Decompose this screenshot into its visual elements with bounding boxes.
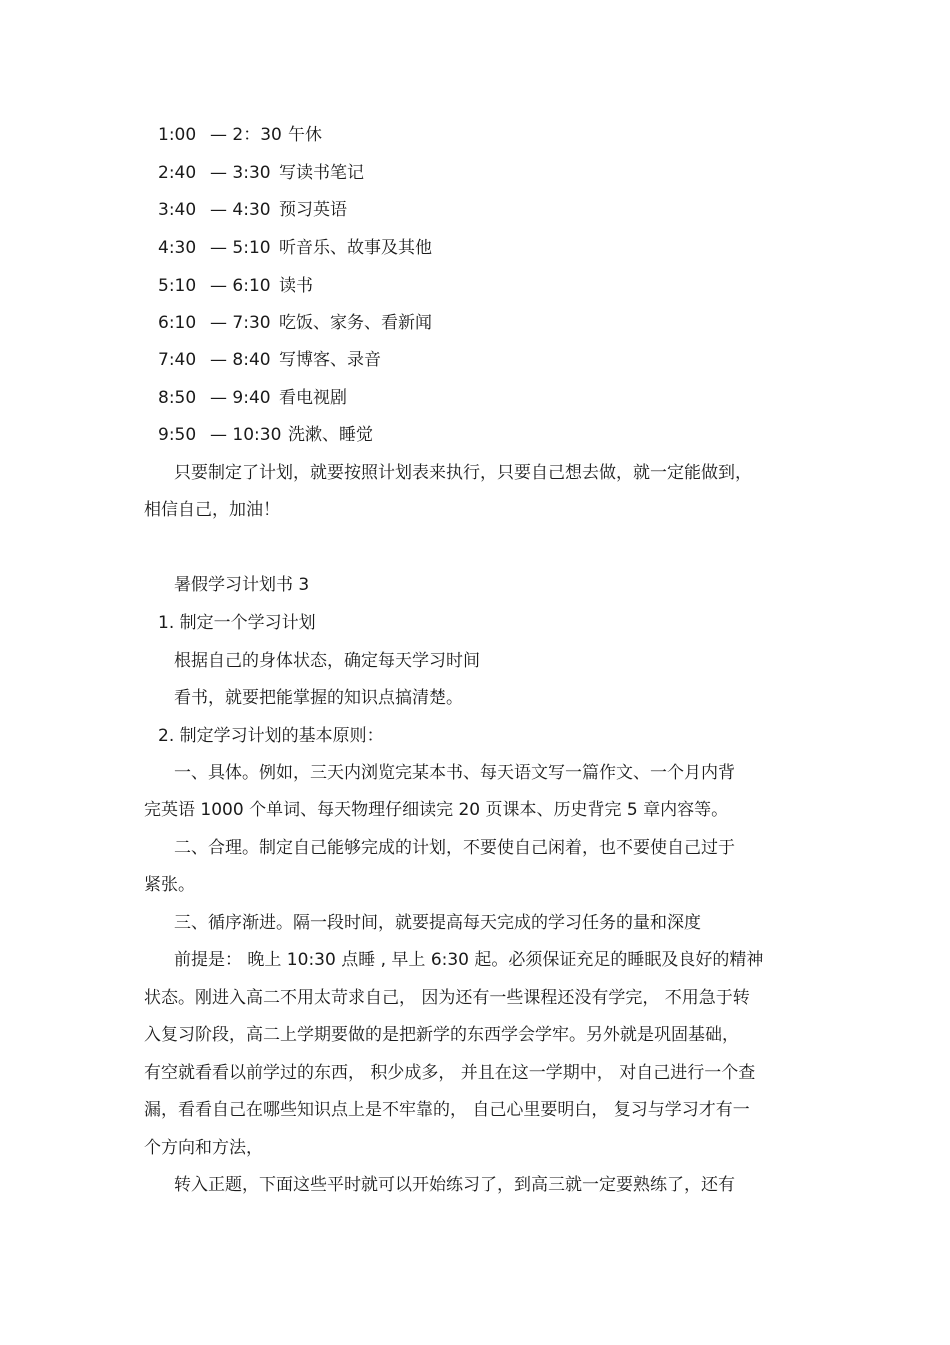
schedule-row [158, 275, 758, 297]
closing-line-2: 相信自己，加油！ [144, 500, 280, 520]
activity: 午休 [288, 125, 322, 145]
schedule-row [158, 199, 758, 221]
activity: 看电视剧 [279, 388, 347, 408]
end-time: — 10:30 [210, 425, 282, 445]
end-time: — 2：30 [210, 125, 282, 145]
schedule-row [158, 349, 758, 371]
end-time: — 5:10 [210, 238, 271, 258]
rule-1-line-1: 一、具体。例如，三天内浏览完某本书、每天语文写一篇作文、一个月内背 [174, 763, 735, 783]
activity: 预习英语 [279, 200, 347, 220]
premise-line-2: 状态。刚进入高二不用太苛求自己， 因为还有一些课程还没有学完， 不用急于转 [144, 988, 750, 1008]
rule-2-line-1: 二、合理。制定自己能够完成的计划，不要使自己闲着，也不要使自己过于 [174, 838, 735, 858]
end-time: — 6:10 [210, 276, 271, 296]
end-time: — 7:30 [210, 313, 271, 333]
premise-line-3: 入复习阶段，高二上学期要做的是把新学的东西学会学牢。另外就是巩固基础， [144, 1025, 739, 1045]
start-time: 5:10 [158, 276, 197, 296]
premise-line-4: 有空就看看以前学过的东西， 积少成多， 并且在这一学期中， 对自己进行一个查 [144, 1063, 756, 1083]
premise-line-6: 个方向和方法， [144, 1138, 263, 1158]
paragraph: 根据自己的身体状态，确定每天学习时间 [174, 651, 480, 671]
list-item-2: 2. 制定学习计划的基本原则： [158, 726, 384, 746]
end-time: — 3:30 [210, 163, 271, 183]
activity: 吃饭、家务、看新闻 [279, 313, 432, 333]
rule-2-line-2: 紧张。 [144, 875, 195, 895]
schedule-row [158, 387, 758, 409]
start-time: 2:40 [158, 163, 197, 183]
schedule-row [158, 312, 758, 334]
schedule-row [158, 124, 758, 146]
paragraph: 看书，就要把能掌握的知识点搞清楚。 [174, 688, 463, 708]
premise-line-5: 漏，看看自己在哪些知识点上是不牢靠的， 自己心里要明白， 复习与学习才有一 [144, 1100, 750, 1120]
last-line: 转入正题，下面这些平时就可以开始练习了，到高三就一定要熟练了，还有 [174, 1175, 735, 1195]
rule-3: 三、循序渐进。隔一段时间，就要提高每天完成的学习任务的量和深度 [174, 913, 701, 933]
section-title: 暑假学习计划书 3 [174, 575, 310, 595]
activity: 听音乐、故事及其他 [279, 238, 432, 258]
rule-1-line-2: 完英语 1000 个单词、每天物理仔细读完 20 页课本、历史背完 5 章内容等。 [144, 800, 729, 820]
activity: 写读书笔记 [279, 163, 364, 183]
activity: 洗漱、睡觉 [288, 425, 373, 445]
start-time: 1:00 [158, 125, 197, 145]
start-time: 4:30 [158, 238, 197, 258]
start-time: 9:50 [158, 425, 197, 445]
end-time: — 9:40 [210, 388, 271, 408]
schedule-row [158, 237, 758, 259]
start-time: 7:40 [158, 350, 197, 370]
start-time: 8:50 [158, 388, 197, 408]
start-time: 6:10 [158, 313, 197, 333]
start-time: 3:40 [158, 200, 197, 220]
activity: 读书 [279, 276, 313, 296]
schedule-row [158, 162, 758, 184]
activity: 写博客、录音 [279, 350, 381, 370]
closing-line-1: 只要制定了计划，就要按照计划表来执行，只要自己想去做，就一定能做到， [174, 463, 752, 483]
premise-line-1: 前提是： 晚上 10:30 点睡 , 早上 6:30 起。必须保证充足的睡眠及良好的精神 [174, 950, 764, 970]
end-time: — 4:30 [210, 200, 271, 220]
end-time: — 8:40 [210, 350, 271, 370]
schedule-row [158, 424, 758, 446]
list-item-1: 1. 制定一个学习计划 [158, 613, 316, 633]
